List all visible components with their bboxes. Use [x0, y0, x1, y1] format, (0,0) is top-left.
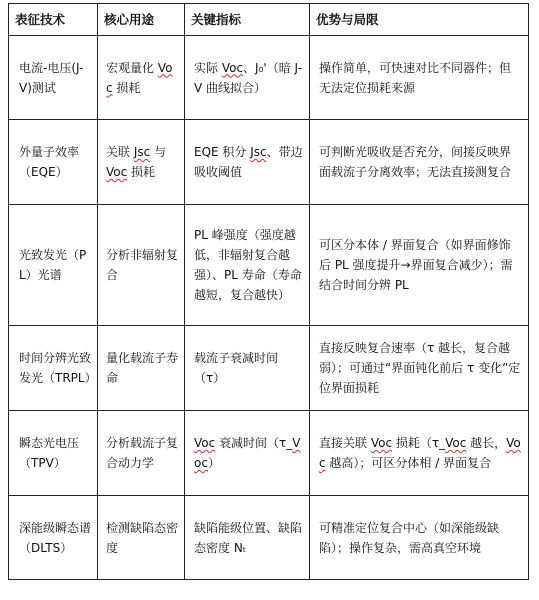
cell-pros-cons: 直接反映复合速率（τ 越长，复合越弱）；可通过“界面钝化前后 τ 变化”定位界面损耗	[310, 326, 529, 411]
cell-technique: 瞬态光电压（TPV）	[9, 411, 98, 496]
cell-pros-cons: 可判断光吸收是否充分，间接反映界面载流子分离效率；无法直接测复合	[310, 120, 529, 205]
cell-metric: 实际 Voc、J₀'（暗 J-V 曲线拟合）	[185, 36, 310, 120]
cell-purpose: 量化载流子寿命	[98, 326, 185, 411]
table-row	[9, 496, 529, 580]
cell-metric: 缺陷能级位置、缺陷态密度 Nₜ	[185, 496, 310, 580]
cell-purpose: 宏观量化 Voc 损耗	[98, 36, 185, 120]
cell-pros-cons: 可精准定位复合中心（如深能级缺陷）；操作复杂，需高真空环境	[310, 496, 529, 580]
cell-purpose: 检测缺陷态密度	[98, 496, 185, 580]
cell-pros-cons: 可区分本体 / 界面复合（如界面修饰后 PL 强度提升→界面复合减少）；需结合时间分辨 PL	[310, 205, 529, 326]
cell-metric: Voc 衰减时间（τ_Voc）	[185, 411, 310, 496]
table-row	[9, 36, 529, 120]
cell-technique: 电流-电压(J-V)测试	[9, 36, 98, 120]
header-technique: 表征技术	[9, 4, 98, 36]
table-row	[9, 120, 529, 205]
cell-technique: 光致发光（PL）光谱	[9, 205, 98, 326]
header-metric: 关键指标	[185, 4, 310, 36]
cell-purpose: 分析非辐射复合	[98, 205, 185, 326]
cell-technique: 时间分辨光致发光（TRPL）	[9, 326, 98, 411]
cell-metric: 载流子衰减时间（τ）	[185, 326, 310, 411]
table-row	[9, 205, 529, 326]
cell-pros-cons: 操作简单，可快速对比不同器件；但无法定位损耗来源	[310, 36, 529, 120]
table-row	[9, 411, 529, 496]
table-header-row	[9, 4, 529, 36]
header-pros-cons: 优势与局限	[310, 4, 529, 36]
cell-technique: 外量子效率（EQE）	[9, 120, 98, 205]
cell-pros-cons: 直接关联 Voc 损耗（τ_Voc 越长，Voc 越高）；可区分体相 / 界面复合	[310, 411, 529, 496]
cell-metric: EQE 积分 Jsc、带边吸收阈值	[185, 120, 310, 205]
header-purpose: 核心用途	[98, 4, 185, 36]
cell-purpose: 分析载流子复合动力学	[98, 411, 185, 496]
cell-technique: 深能级瞬态谱（DLTS）	[9, 496, 98, 580]
cell-metric: PL 峰强度（强度越低，非辐射复合越强）、PL 寿命（寿命越短，复合越快）	[185, 205, 310, 326]
cell-purpose: 关联 Jsc 与 Voc 损耗	[98, 120, 185, 205]
table-row	[9, 326, 529, 411]
comparison-table	[8, 3, 529, 580]
